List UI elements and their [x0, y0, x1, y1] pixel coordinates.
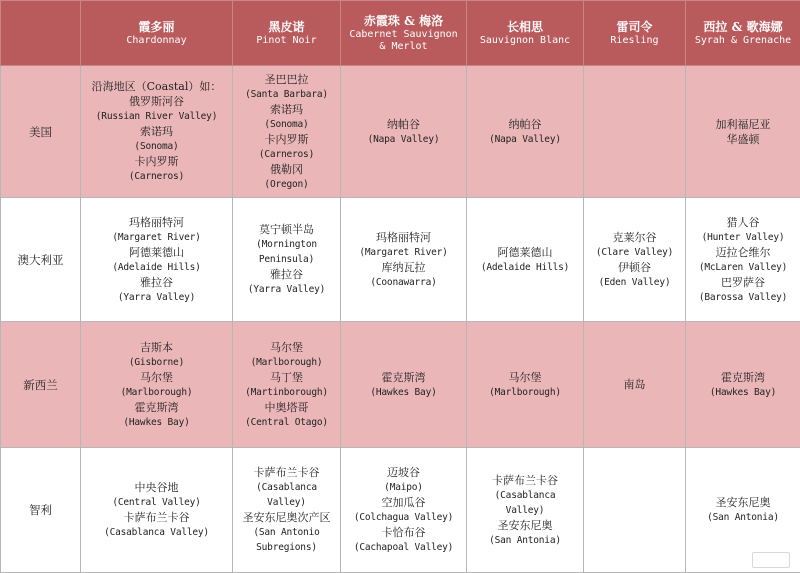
region-name-zh: 卡萨布兰卡谷 [235, 465, 338, 480]
region-name-zh: 加利福尼亚 [688, 117, 798, 132]
region-name-en: (Santa Barbara) [235, 87, 338, 102]
region-cell-pinot-noir [233, 66, 341, 198]
region-name-en: (Maipo) [343, 480, 464, 495]
region-cell-chardonnay [81, 448, 233, 573]
region-name-zh: 迈拉仑维尔 [688, 245, 798, 260]
region-name-zh: 空加瓜谷 [343, 495, 464, 510]
region-name-zh: 索诺玛 [235, 102, 338, 117]
region-name-zh: 索诺玛 [83, 124, 230, 139]
header-label-zh: 黑皮诺 [235, 20, 338, 35]
region-cell-cabernet-merlot [341, 66, 467, 198]
region-name-zh: 雅拉谷 [235, 267, 338, 282]
region-name-en: (Hawkes Bay) [343, 385, 464, 400]
region-cell-pinot-noir [233, 322, 341, 448]
region-name-zh: 沿海地区（Coastal）如： [83, 79, 230, 94]
region-name-en: Subregions) [235, 540, 338, 555]
region-name-zh: 中央谷地 [83, 480, 230, 495]
region-cell-riesling [584, 198, 686, 322]
region-name-zh: 圣安东尼奥次产区 [235, 510, 338, 525]
region-name-en: (Margaret River) [343, 245, 464, 260]
region-name-zh: 玛格丽特河 [83, 215, 230, 230]
region-name-en: (Central Valley) [83, 495, 230, 510]
header-label-en: Chardonnay [83, 35, 230, 47]
header-pinot-noir [233, 1, 341, 66]
region-name-zh: 库纳瓦拉 [343, 260, 464, 275]
region-cell-sauvignon-blanc [467, 448, 584, 573]
region-cell-pinot-noir [233, 198, 341, 322]
header-label-zh: 霞多丽 [83, 20, 230, 35]
region-cell-cabernet-merlot [341, 448, 467, 573]
region-name-zh: 俄罗斯河谷 [83, 94, 230, 109]
region-name-zh: 马尔堡 [83, 370, 230, 385]
region-name-zh: 圣安东尼奥 [688, 495, 798, 510]
region-cell-riesling [584, 66, 686, 198]
region-name-en: (Central Otago) [235, 415, 338, 430]
region-name-en: (Clare Valley) [586, 245, 683, 260]
region-name-en: (San Antonio [235, 525, 338, 540]
region-name-en: (Marlborough) [83, 385, 230, 400]
region-cell-sauvignon-blanc [467, 66, 584, 198]
region-name-zh: 猎人谷 [688, 215, 798, 230]
region-name-en: (Hunter Valley) [688, 230, 798, 245]
region-name-zh: 霍克斯湾 [343, 370, 464, 385]
region-name-en: (Gisborne) [83, 355, 230, 370]
region-name-en: (Adelaide Hills) [469, 260, 581, 275]
header-cabernet-merlot [341, 1, 467, 66]
header-label-en: Syrah & Grenache [688, 35, 798, 47]
region-name-en: (McLaren Valley) [688, 260, 798, 275]
country-cell: 澳大利亚 [1, 198, 81, 322]
region-cell-sauvignon-blanc [467, 198, 584, 322]
region-name-en: (San Antonia) [688, 510, 798, 525]
region-name-zh: 卡恰布谷 [343, 525, 464, 540]
region-name-zh: 霍克斯湾 [83, 400, 230, 415]
region-name-en: (Yarra Valley) [83, 290, 230, 305]
header-label-en: Cabernet Sauvignon [343, 29, 464, 41]
region-name-zh: 伊顿谷 [586, 260, 683, 275]
region-cell-syrah-grenache [686, 198, 800, 322]
region-name-zh: 玛格丽特河 [343, 230, 464, 245]
region-name-en: (Hawkes Bay) [83, 415, 230, 430]
region-name-en: Valley) [235, 495, 338, 510]
header-chardonnay [81, 1, 233, 66]
region-name-zh: 阿德莱德山 [469, 245, 581, 260]
header-syrah-grenache [686, 1, 800, 66]
region-name-en: (Marlborough) [469, 385, 581, 400]
region-cell-chardonnay [81, 198, 233, 322]
region-name-en: (Hawkes Bay) [688, 385, 798, 400]
header-label-zh: 长相思 [469, 20, 581, 35]
header-label-en: Pinot Noir [235, 35, 338, 47]
region-name-en: (Coonawarra) [343, 275, 464, 290]
region-name-zh: 华盛顿 [688, 132, 798, 147]
row-australia [1, 198, 800, 322]
country-cell: 新西兰 [1, 322, 81, 448]
region-name-en: (Napa Valley) [469, 132, 581, 147]
region-cell-syrah-grenache [686, 322, 800, 448]
country-cell: 智利 [1, 448, 81, 573]
region-name-zh: 巴罗萨谷 [688, 275, 798, 290]
region-name-zh: 圣安东尼奥 [469, 518, 581, 533]
row-new-zealand [1, 322, 800, 448]
header-label-en: Sauvignon Blanc [469, 35, 581, 47]
region-name-en: (Cachapoal Valley) [343, 540, 464, 555]
region-cell-syrah-grenache [686, 66, 800, 198]
header-row [1, 1, 800, 66]
region-name-zh: 雅拉谷 [83, 275, 230, 290]
region-name-en: (Yarra Valley) [235, 282, 338, 297]
header-corner-cell [1, 1, 81, 66]
region-name-zh: 莫宁顿半岛 [235, 222, 338, 237]
region-name-zh: 吉斯本 [83, 340, 230, 355]
region-name-en: (Casablanca Valley) [83, 525, 230, 540]
region-name-zh: 马尔堡 [235, 340, 338, 355]
region-cell-cabernet-merlot [341, 322, 467, 448]
region-name-zh: 俄勒冈 [235, 162, 338, 177]
region-name-en: (Eden Valley) [586, 275, 683, 290]
region-cell-cabernet-merlot [341, 198, 467, 322]
region-name-zh: 纳帕谷 [343, 117, 464, 132]
region-name-zh: 阿德莱德山 [83, 245, 230, 260]
region-name-zh: 马丁堡 [235, 370, 338, 385]
region-cell-pinot-noir [233, 448, 341, 573]
region-name-zh: 圣巴巴拉 [235, 72, 338, 87]
region-name-zh: 中奥塔哥 [235, 400, 338, 415]
region-name-zh: 霍克斯湾 [688, 370, 798, 385]
region-name-zh: 马尔堡 [469, 370, 581, 385]
watermark-logo [752, 552, 790, 568]
region-name-en: (Colchagua Valley) [343, 510, 464, 525]
region-name-en: (Napa Valley) [343, 132, 464, 147]
region-name-zh: 卡萨布兰卡谷 [83, 510, 230, 525]
region-name-en: (Casablanca [469, 488, 581, 503]
region-name-en: (Martinborough) [235, 385, 338, 400]
header-label-en-line2: & Merlot [343, 41, 464, 53]
header-label-en: Riesling [586, 35, 683, 47]
row-usa [1, 66, 800, 198]
header-label-zh: 西拉 & 歌海娜 [688, 20, 798, 35]
region-cell-chardonnay [81, 322, 233, 448]
region-name-zh: 卡萨布兰卡谷 [469, 473, 581, 488]
region-name-en: Peninsula) [235, 252, 338, 267]
header-riesling [584, 1, 686, 66]
header-label-zh: 雷司令 [586, 20, 683, 35]
region-name-en: (San Antonia) [469, 533, 581, 548]
region-name-zh: 纳帕谷 [469, 117, 581, 132]
region-name-en: Valley) [469, 503, 581, 518]
region-name-en: (Barossa Valley) [688, 290, 798, 305]
region-name-en: (Oregon) [235, 177, 338, 192]
region-cell-riesling [584, 322, 686, 448]
row-chile [1, 448, 800, 573]
region-cell-chardonnay [81, 66, 233, 198]
region-name-en: (Sonoma) [235, 117, 338, 132]
region-name-en: (Casablanca [235, 480, 338, 495]
region-name-en: (Russian River Valley) [83, 109, 230, 124]
region-name-zh: 克莱尔谷 [586, 230, 683, 245]
region-name-en: (Margaret River) [83, 230, 230, 245]
region-name-en: (Mornington [235, 237, 338, 252]
country-cell: 美国 [1, 66, 81, 198]
header-label-zh: 赤霞珠 & 梅洛 [343, 14, 464, 29]
region-name-en: (Sonoma) [83, 139, 230, 154]
region-name-en: (Marlborough) [235, 355, 338, 370]
region-name-en: (Carneros) [83, 169, 230, 184]
region-name-zh: 卡内罗斯 [235, 132, 338, 147]
region-name-en: (Adelaide Hills) [83, 260, 230, 275]
region-name-zh: 迈坡谷 [343, 465, 464, 480]
header-sauvignon-blanc [467, 1, 584, 66]
region-cell-riesling [584, 448, 686, 573]
region-name-zh: 卡内罗斯 [83, 154, 230, 169]
region-name-en: (Carneros) [235, 147, 338, 162]
table-body [1, 66, 800, 573]
region-cell-sauvignon-blanc [467, 322, 584, 448]
region-name-zh: 南岛 [586, 377, 683, 392]
